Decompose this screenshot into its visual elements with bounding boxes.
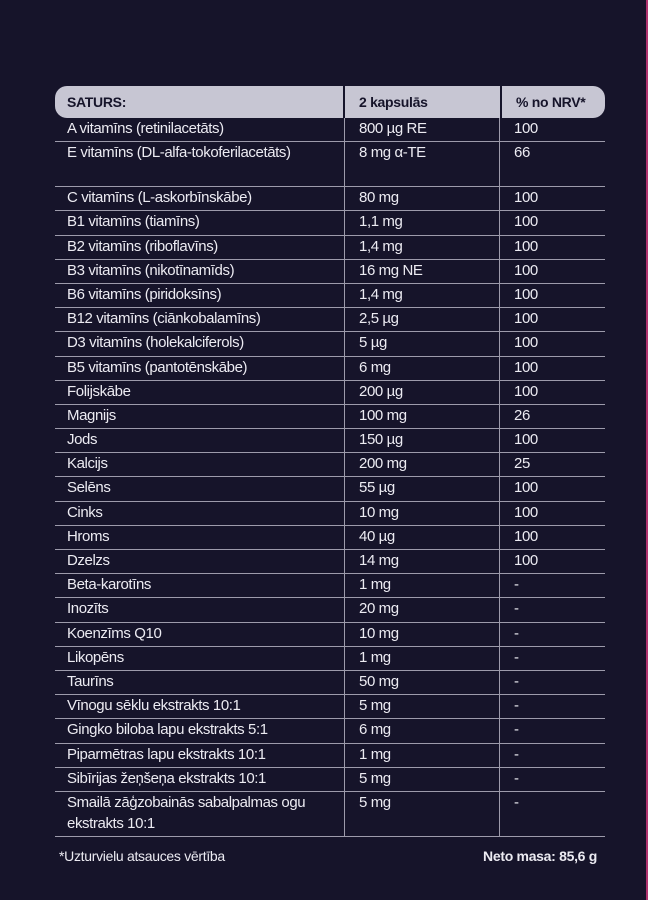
ingredient-name: Jods [55, 429, 345, 452]
table-row [55, 284, 605, 308]
nrv-percent: 100 [514, 334, 538, 352]
table-row [55, 792, 605, 837]
nrv-percent: 100 [514, 431, 538, 449]
table-row [55, 574, 605, 598]
table-row [55, 550, 605, 574]
ingredient-name: Inozīts [55, 598, 345, 621]
amount: 200 µg [345, 381, 500, 404]
amount: 5 mg [345, 768, 500, 791]
amount: 6 mg [345, 719, 500, 742]
ingredient-name: B3 vitamīns (nikotīnamīds) [55, 260, 345, 283]
table-row [55, 118, 605, 142]
nrv-percent: - [514, 721, 519, 739]
table-row [55, 236, 605, 260]
nrv-percent: - [514, 793, 519, 811]
amount: 1,1 mg [345, 211, 500, 234]
ingredient-name: B1 vitamīns (tiamīns) [55, 211, 345, 234]
ingredient-name: Selēns [55, 477, 345, 500]
amount: 14 mg [345, 550, 500, 573]
amount: 20 mg [345, 598, 500, 621]
table-row [55, 308, 605, 332]
table-row [55, 477, 605, 501]
amount: 2,5 µg [345, 308, 500, 331]
table-row [55, 260, 605, 284]
ingredient-name: B6 vitamīns (piridoksīns) [55, 284, 345, 307]
table-row [55, 211, 605, 235]
table-row [55, 768, 605, 792]
amount: 50 mg [345, 671, 500, 694]
amount: 1,4 mg [345, 236, 500, 259]
nrv-percent: 100 [514, 527, 538, 545]
nrv-percent: - [514, 576, 519, 594]
table-row [55, 332, 605, 356]
table-footer [55, 848, 605, 864]
nrv-percent: - [514, 600, 519, 618]
ingredient-name: Cinks [55, 502, 345, 525]
nrv-percent: 100 [514, 261, 538, 279]
amount: 10 mg [345, 502, 500, 525]
nrv-percent: 100 [514, 237, 538, 255]
amount: 5 µg [345, 332, 500, 355]
nrv-percent: - [514, 624, 519, 642]
ingredient-name: Folijskābe [55, 381, 345, 404]
amount: 5 mg [345, 792, 500, 836]
ingredient-name: Likopēns [55, 647, 345, 670]
nrv-percent: 100 [514, 479, 538, 497]
header-per-capsules: 2 kapsulās [345, 86, 500, 118]
ingredient-name: Kalcijs [55, 453, 345, 476]
ingredient-name: Gingko biloba lapu ekstrakts 5:1 [55, 719, 345, 742]
nrv-percent: 100 [514, 189, 538, 207]
amount: 1 mg [345, 744, 500, 767]
nrv-percent: - [514, 672, 519, 690]
ingredient-name: Taurīns [55, 671, 345, 694]
ingredient-name: Koenzīms Q10 [55, 623, 345, 646]
table-row [55, 357, 605, 381]
table-row [55, 405, 605, 429]
ingredient-name: A vitamīns (retinilacetāts) [55, 118, 345, 141]
amount: 5 mg [345, 695, 500, 718]
ingredient-name: E vitamīns (DL-alfa-tokoferilacetāts) [55, 142, 345, 186]
nrv-percent: 100 [514, 213, 538, 231]
table-row [55, 187, 605, 211]
nrv-percent: 26 [514, 406, 530, 424]
ingredient-name: B12 vitamīns (ciānkobalamīns) [55, 308, 345, 331]
header-contents: SATURS: [55, 86, 343, 118]
ingredient-name: Hroms [55, 526, 345, 549]
header-nrv-percent: % no NRV* [502, 86, 605, 118]
nrv-percent: 100 [514, 503, 538, 521]
amount: 800 µg RE [345, 118, 500, 141]
nrv-percent: - [514, 648, 519, 666]
table-row [55, 142, 605, 187]
ingredient-name: Vīnogu sēklu ekstrakts 10:1 [55, 695, 345, 718]
nrv-percent: 100 [514, 310, 538, 328]
table-row [55, 719, 605, 743]
amount: 1,4 mg [345, 284, 500, 307]
table-row [55, 671, 605, 695]
nrv-percent: 100 [514, 285, 538, 303]
nrv-percent: 100 [514, 358, 538, 376]
amount: 10 mg [345, 623, 500, 646]
ingredient-name: Smailā zāģzobainās sabalpalmas ogu ekstrakts 10:1 [55, 792, 345, 836]
amount: 6 mg [345, 357, 500, 380]
ingredient-name: B2 vitamīns (riboflavīns) [55, 236, 345, 259]
ingredient-name: Piparmētras lapu ekstrakts 10:1 [55, 744, 345, 767]
table-row [55, 502, 605, 526]
ingredient-name: Magnijs [55, 405, 345, 428]
table-row [55, 381, 605, 405]
amount: 1 mg [345, 647, 500, 670]
nrv-percent: - [514, 697, 519, 715]
amount: 150 µg [345, 429, 500, 452]
table-header [55, 86, 605, 118]
table-row [55, 744, 605, 768]
amount: 40 µg [345, 526, 500, 549]
ingredient-name: C vitamīns (L-askorbīnskābe) [55, 187, 345, 210]
table-row [55, 429, 605, 453]
ingredient-name: Beta-karotīns [55, 574, 345, 597]
ingredient-name: Sibīrijas žeņšeņa ekstrakts 10:1 [55, 768, 345, 791]
amount: 100 mg [345, 405, 500, 428]
table-row [55, 647, 605, 671]
nrv-percent: 66 [514, 144, 530, 162]
amount: 16 mg NE [345, 260, 500, 283]
amount: 55 µg [345, 477, 500, 500]
ingredient-name: B5 vitamīns (pantotēnskābe) [55, 357, 345, 380]
amount: 8 mg α-TE [345, 142, 500, 186]
table-row [55, 526, 605, 550]
net-mass: Neto masa: 85,6 g [483, 847, 597, 864]
table-body [55, 118, 605, 837]
amount: 80 mg [345, 187, 500, 210]
table-row [55, 453, 605, 477]
amount: 200 mg [345, 453, 500, 476]
nrv-percent: 100 [514, 382, 538, 400]
amount: 1 mg [345, 574, 500, 597]
ingredient-name: Dzelzs [55, 550, 345, 573]
table-row [55, 623, 605, 647]
nutrition-table [55, 86, 605, 864]
table-row [55, 598, 605, 622]
nrv-percent: 100 [514, 552, 538, 569]
table-row [55, 695, 605, 719]
nrv-percent: 100 [514, 120, 538, 137]
nrv-percent: 25 [514, 455, 530, 473]
nrv-footnote: *Uzturvielu atsauces vērtība [59, 847, 225, 864]
ingredient-name: D3 vitamīns (holekalciferols) [55, 332, 345, 355]
nrv-percent: - [514, 769, 519, 787]
nrv-percent: - [514, 745, 519, 763]
